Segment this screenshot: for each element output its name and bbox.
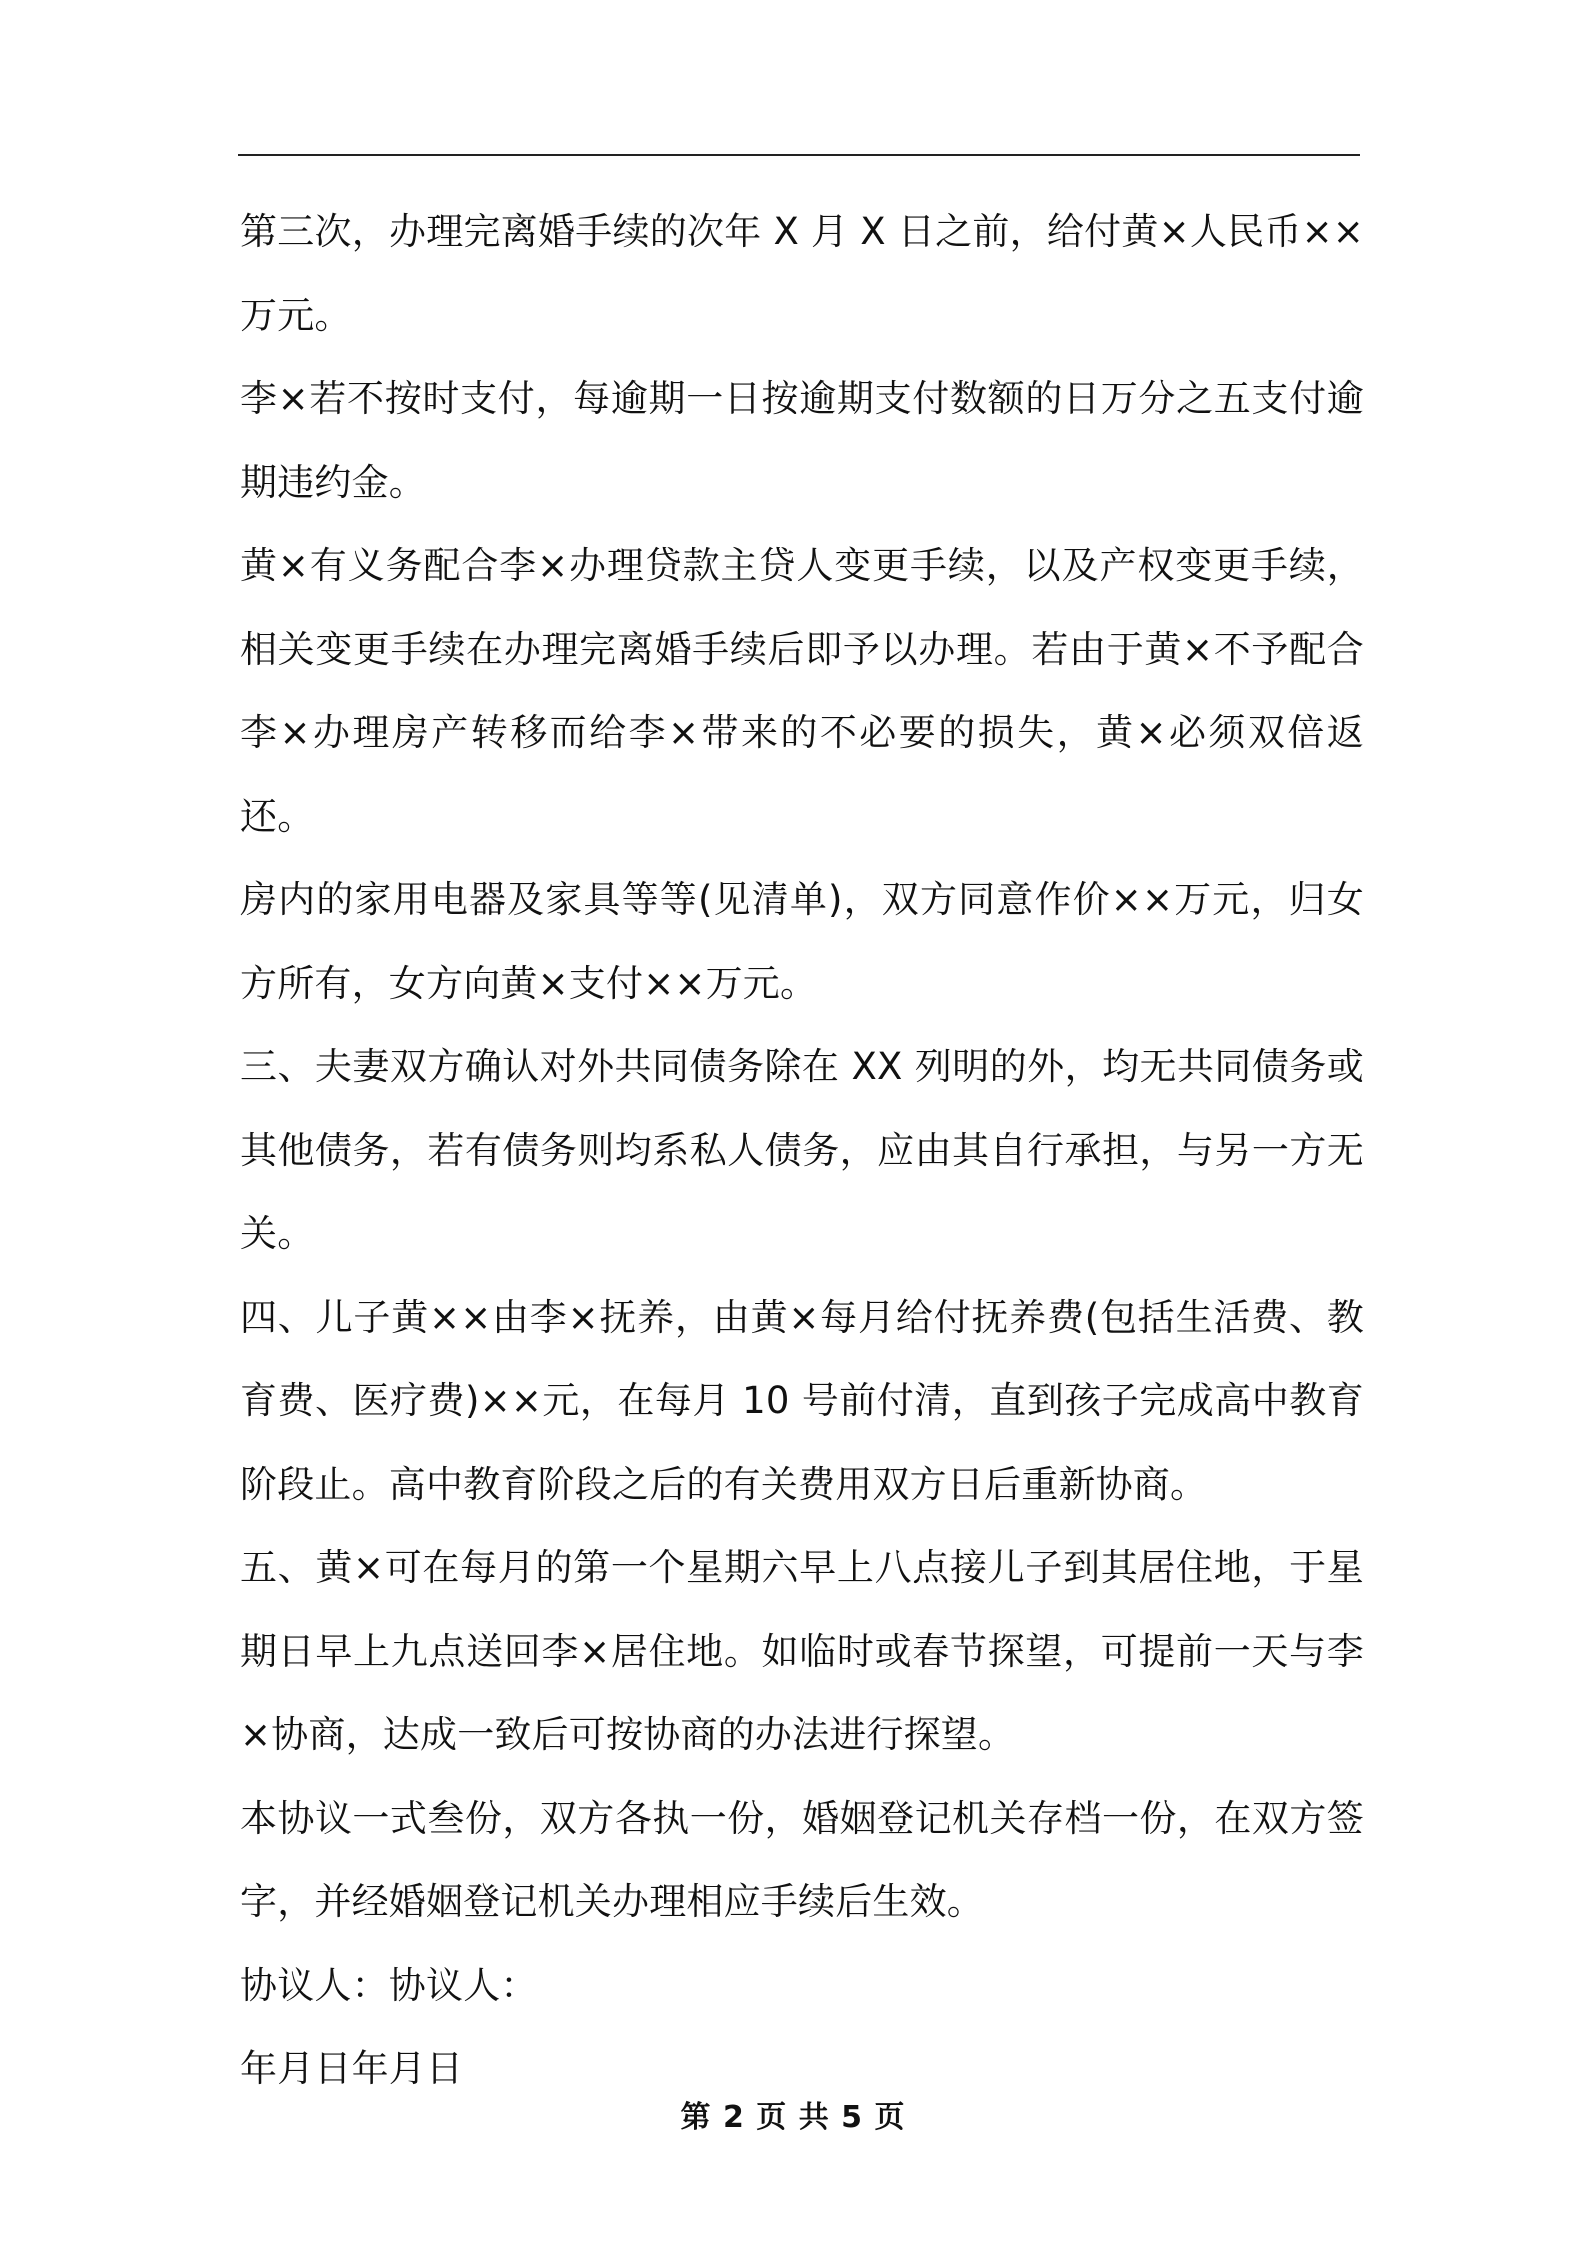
page-number-footer: 第 2 页 共 5 页 <box>680 2100 906 2135</box>
paragraph-appliances: 房内的家用电器及家具等等(见清单)，双方同意作价××万元，归女方所有，女方向黄×支付××万元。 <box>240 878 1364 1005</box>
document-body <box>240 190 1364 2111</box>
date-line: 年月日年月日 <box>240 2047 464 2090</box>
paragraph-clause-five-visitation: 五、黄×可在每月的第一个星期六早上八点接儿子到其居住地，于星期日早上九点送回李×居住地。如临时或春节探望，可提前一天与李×协商，达成一致后可按协商的办法进行探望。 <box>240 1546 1364 1756</box>
paragraph-loan-transfer: 黄×有义务配合李×办理贷款主贷人变更手续，以及产权变更手续，相关变更手续在办理完离婚手续后即予以办理。若由于黄×不予配合李×办理房产转移而给李×带来的不必要的损失，黄×必须双倍返还。 <box>240 544 1364 838</box>
paragraph-clause-three-debts: 三、夫妻双方确认对外共同债务除在 XX 列明的外，均无共同债务或其他债务，若有债务则均系私人债务，应由其自行承担，与另一方无关。 <box>240 1045 1364 1255</box>
paragraph-agreement-copies: 本协议一式叁份，双方各执一份，婚姻登记机关存档一份，在双方签字，并经婚姻登记机关办理相应手续后生效。 <box>240 1796 1364 1923</box>
paragraph-clause-four-custody: 四、儿子黄××由李×抚养，由黄×每月给付抚养费(包括生活费、教育费、医疗费)××元，在每月 10 号前付清，直到孩子完成高中教育阶段止。高中教育阶段之后的有关费用双方日后重新协商。 <box>240 1295 1364 1506</box>
paragraph-late-penalty: 李×若不按时支付，每逾期一日按逾期支付数额的日万分之五支付逾期违约金。 <box>240 377 1365 504</box>
paragraph-third-payment: 第三次，办理完离婚手续的次年 X 月 X 日之前，给付黄×人民币××万元。 <box>240 210 1364 337</box>
header-rule <box>238 154 1360 156</box>
signature-line: 协议人：协议人： <box>240 1963 538 2007</box>
